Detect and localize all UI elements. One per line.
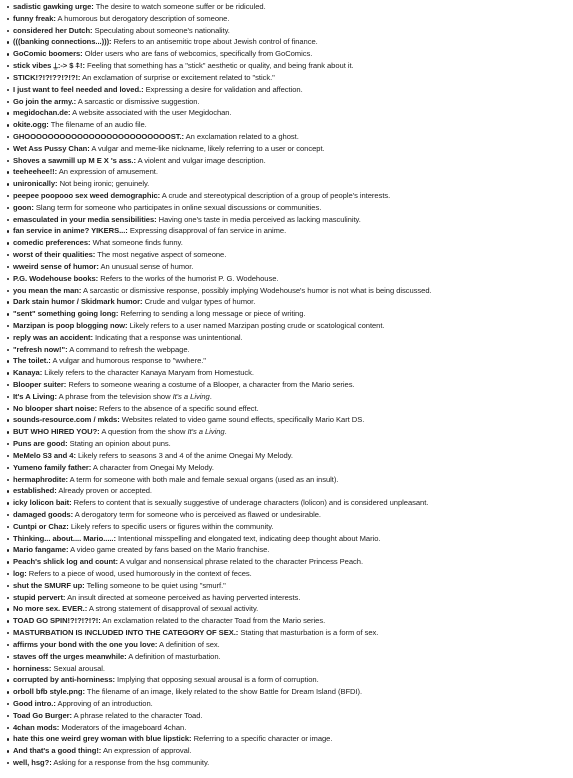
glossary-entry (6, 403, 573, 415)
entry-definition (44, 368, 254, 377)
glossary-entry (6, 285, 573, 297)
entry-term: Kanaya: (13, 368, 43, 378)
glossary-entry (6, 485, 573, 497)
glossary-entry (6, 273, 573, 285)
entry-definition-text: A question from the show (101, 427, 188, 437)
entry-definition-text: Likely refers to specific users or figures within the community. (70, 521, 274, 531)
entry-term: I just want to feel needed and loved.: (13, 84, 144, 94)
entry-definition (72, 108, 231, 117)
entry-definition-text: Asking for a response from the hsg community. (53, 758, 210, 767)
entry-definition (194, 734, 333, 743)
entry-definition-text: An exclamation related to the character Toad from the Mario series. (102, 616, 326, 626)
entry-definition-text: A vulgar and nonsensical phrase related to the character Princess Peach. (119, 557, 363, 567)
entry-definition-text: An exclamation of surprise or excitement related to "stick." (82, 72, 275, 82)
entry-definition-text: A video game created by fans based on the Mario franchise. (70, 545, 270, 555)
glossary-entry (6, 379, 573, 391)
entry-definition (128, 652, 220, 661)
glossary-entry (6, 155, 573, 167)
entry-term: megidochan.de: (13, 108, 71, 118)
entry-definition-text: An expression of amusement. (58, 167, 158, 177)
entry-definition (74, 711, 203, 720)
entry-definition (58, 486, 152, 495)
entry-definition (100, 262, 193, 271)
entry-definition (59, 392, 212, 401)
entry-definition-text: Sexual arousal. (53, 663, 105, 673)
entry-term: unironically: (13, 179, 58, 189)
entry-term: wweird sense of humor: (13, 261, 99, 271)
entry-term: fan service in anime? YIKERS...: (13, 226, 128, 236)
entry-definition (61, 723, 186, 732)
entry-definition-text: A phrase related to the character Toad. (73, 710, 203, 720)
entry-definition (97, 250, 226, 259)
glossary-entry (6, 355, 573, 367)
entry-definition (36, 203, 321, 212)
entry-definition (52, 356, 206, 365)
entry-definition (101, 427, 226, 436)
entry-definition (51, 120, 147, 129)
entry-definition-text: Crude and vulgar types of humor. (144, 297, 256, 307)
entry-term: horniness: (13, 663, 52, 673)
entry-definition-text: Already proven or accepted. (58, 486, 152, 496)
entry-definition (70, 439, 171, 448)
entry-term: Good intro.: (13, 698, 56, 708)
entry-term: STICK!?!?!??!?!?!: (13, 72, 81, 82)
entry-term: The toilet.: (13, 356, 51, 366)
entry-definition-text: Indicating that a response was unintentional. (95, 332, 243, 342)
entry-term: "refresh now!": (13, 344, 68, 354)
entry-definition-text: Refers to a piece of wood, used humorously in the context of feces. (28, 569, 252, 578)
glossary-entry (6, 96, 573, 108)
entry-definition-text: Refers to the works of the humorist P. G. Wodehouse. (100, 273, 279, 283)
glossary-entry (6, 237, 573, 249)
entry-definition (68, 380, 354, 389)
entry-definition (82, 73, 275, 82)
entry-definition-text: Stating that masturbation is a form of sex. (240, 628, 379, 638)
entry-term: Go join the army.: (13, 96, 77, 106)
glossary-entry (6, 698, 573, 710)
entry-definition (78, 97, 200, 106)
glossary-entry (6, 627, 573, 639)
entry-definition (91, 144, 324, 153)
entry-term: worst of their qualities: (13, 250, 96, 260)
entry-definition-text: A sarcastic or dismissive response, possibly implying Wodehouse's humor is not what is being discussed. (83, 285, 432, 295)
glossary-entry (6, 249, 573, 261)
glossary-entry (6, 651, 573, 663)
glossary-entry (6, 332, 573, 344)
entry-term: Peach's shlick log and count: (13, 557, 119, 567)
entry-definition (99, 404, 259, 413)
entry-definition (159, 215, 361, 224)
entry-definition-text: A term for someone with both male and female sexual organs (used as an insult). (69, 474, 339, 484)
entry-definition-text: Not being ironic; genuinely. (59, 179, 150, 189)
glossary-entry (6, 344, 573, 356)
entry-definition (240, 628, 378, 637)
glossary-entry (6, 296, 573, 308)
entry-term: reply was an accident: (13, 332, 93, 342)
entry-definition (95, 26, 230, 35)
glossary-entry (6, 178, 573, 190)
entry-term: funny freak: (13, 13, 56, 23)
entry-definition-text: Referring to sending a long message or piece of writing. (120, 309, 306, 319)
entry-definition-text: Likely refers to the character Kanaya Maryam from Homestuck. (44, 368, 254, 378)
entry-definition-text: Stating an opinion about puns. (69, 439, 171, 449)
entry-definition-text: Older users who are fans of webcomics, specifically from GoComics. (84, 49, 313, 59)
entry-term: MASTURBATION IS INCLUDED INTO THE CATEGORY OF SEX.: (13, 628, 239, 638)
glossary-entry (6, 639, 573, 651)
entry-definition (114, 37, 318, 46)
entry-term: Puns are good: (13, 439, 68, 449)
entry-term: peepee poopooo sex weed demographic: (13, 191, 161, 200)
entry-term: GoComic boomers: (13, 49, 83, 59)
entry-definition-text: What someone finds funny. (92, 238, 183, 248)
entry-definition-text: Referring to a specific character or image. (193, 734, 333, 744)
glossary-entry (6, 462, 573, 474)
entry-definition-suffix: . (224, 427, 227, 437)
glossary-entry (6, 119, 573, 131)
glossary-entry (6, 72, 573, 84)
glossary-entry (6, 25, 573, 37)
entry-definition-text: Expressing disapproval of fan service in anime. (129, 226, 287, 236)
entry-definition-suffix: . (209, 391, 212, 401)
entry-term: icky lolicon bait: (13, 498, 72, 508)
entry-term: staves off the urges meanwhile: (13, 651, 127, 661)
entry-term: orboll bfb style.png: (13, 687, 85, 697)
entry-definition-text: Refers to an antisemitic trope about Jewish control of finance. (113, 37, 318, 47)
entry-term: corrupted by anti-horniness: (13, 675, 115, 685)
glossary-entry (6, 1, 573, 13)
glossary-entry (6, 190, 573, 202)
glossary-entry (6, 261, 573, 273)
entry-definition (130, 226, 286, 235)
entry-definition-text: A command to refresh the webpage. (69, 344, 190, 354)
entry-definition-text: The filename of an audio file. (50, 120, 147, 130)
entry-definition (71, 522, 274, 531)
entry-term: well, hsg?: (13, 758, 52, 767)
entry-definition (93, 238, 183, 247)
entry-definition (53, 758, 209, 767)
glossary-entry (6, 568, 573, 580)
entry-definition-text: A definition of masturbation. (128, 651, 221, 661)
entry-definition (67, 593, 300, 602)
entry-definition-text: Approving of an introduction. (57, 698, 153, 708)
entry-definition (95, 333, 243, 342)
glossary-entry (6, 674, 573, 686)
entry-term: hate this one weird grey woman with blue lipstick: (13, 734, 192, 744)
entry-definition (75, 510, 321, 519)
entry-definition-text: A sarcastic or dismissive suggestion. (77, 96, 200, 106)
glossary-entry (6, 426, 573, 438)
glossary-entry (6, 722, 573, 734)
entry-term: sounds-resource.com / mkds: (13, 415, 120, 425)
glossary-entry (6, 592, 573, 604)
entry-definition (145, 297, 256, 306)
glossary-entry (6, 603, 573, 615)
entry-definition-text: A definition of sex. (159, 639, 220, 649)
entry-definition (53, 664, 105, 673)
entry-definition (138, 156, 266, 165)
entry-definition-text: Telling someone to be quiet using "smurf." (86, 580, 226, 590)
glossary-entry (6, 48, 573, 60)
glossary-entry (6, 544, 573, 556)
entry-term: comedic preferences: (13, 238, 91, 248)
entry-definition-text: Websites related to video game sound effects, specifically Mario Kart DS. (121, 415, 365, 425)
entry-definition-text: An exclamation related to a ghost. (185, 131, 299, 141)
entry-definition (130, 321, 385, 330)
entry-definition (93, 463, 214, 472)
entry-term: considered her Dutch: (13, 25, 93, 35)
entry-definition-text: Slang term for someone who participates in online sexual discussions or communities. (35, 202, 322, 212)
entry-term: GHOOOOOOOOOOOOOOOOOOOOOOOOOST.: (13, 131, 185, 141)
entry-definition-text: Intentional misspelling and elongated text, indicating deep thought about Mario. (118, 533, 381, 543)
entry-term: Marzipan is poop blogging now: (13, 320, 128, 330)
glossary-entry (6, 497, 573, 509)
entry-term: sadistic gawking urge: (13, 2, 94, 11)
entry-term: P.G. Wodehouse books: (13, 273, 99, 283)
entry-definition-text: The filename of an image, likely related to the show Battle for Dream Island (BFDI). (86, 687, 363, 697)
glossary-entry (6, 745, 573, 757)
entry-definition (83, 286, 432, 295)
glossary-entry (6, 438, 573, 450)
entry-term: emasculated in your media sensibilities: (13, 214, 157, 224)
entry-term: goon: (13, 202, 34, 212)
entry-definition (159, 640, 220, 649)
entry-term: No blooper shart noise: (13, 403, 98, 413)
entry-definition-text: A website associated with the user Megidochan. (72, 108, 232, 118)
entry-definition (58, 14, 230, 23)
glossary-entry (6, 509, 573, 521)
entry-definition (60, 179, 150, 188)
entry-term: "sent" something going long: (13, 309, 119, 319)
glossary-entry (6, 686, 573, 698)
entry-definition-text: The desire to watch someone suffer or be ridiculed. (95, 2, 266, 11)
glossary-entry (6, 521, 573, 533)
glossary-entry (6, 107, 573, 119)
entry-term: Cuntpi or Chaz: (13, 521, 69, 531)
entry-term: established: (13, 486, 57, 496)
entry-term: stick vibes ⍊:-> $ ⍏!: (13, 61, 85, 71)
entry-definition-text: Refers to content that is sexually suggestive of underage characters (lolicon) and is considered unpleasant. (73, 498, 429, 508)
entry-definition (118, 534, 380, 543)
entry-term: Mario fangame: (13, 545, 69, 555)
entry-term: (((banking connections...))): (13, 37, 112, 47)
glossary-entry (6, 556, 573, 568)
entry-term: Yumeno family father: (13, 462, 92, 472)
entry-definition-text: A violent and vulgar image description. (137, 155, 266, 165)
entry-definition-text: Implying that opposing sexual arousal is a form of corruption. (117, 675, 319, 685)
entry-definition (122, 415, 365, 424)
entry-term: MeMelo S3 and 4: (13, 450, 76, 460)
entry-definition-text: Likely refers to seasons 3 and 4 of the anime Onegai My Melody. (77, 450, 293, 460)
glossary-entry (6, 202, 573, 214)
entry-definition-text: A crude and stereotypical description of a group of people's interests. (161, 191, 391, 200)
entry-definition (78, 451, 293, 460)
glossary-entry (6, 533, 573, 545)
entry-term: shut the SMURF up: (13, 580, 85, 590)
glossary-entry (6, 214, 573, 226)
entry-definition-text: A vulgar and meme-like nickname, likely referring to a user or concept. (91, 143, 325, 153)
entry-definition-text: An unusual sense of humor. (100, 261, 194, 271)
entry-term: 4chan mods: (13, 722, 60, 732)
entry-definition (69, 345, 189, 354)
glossary-entry (6, 757, 573, 769)
entry-definition-title: It's a Living (172, 391, 210, 401)
entry-definition (102, 616, 325, 625)
entry-definition (70, 545, 269, 554)
entry-definition-text: A humorous but derogatory description of someone. (57, 13, 230, 23)
entry-term: teeheehee!!: (13, 167, 58, 177)
glossary-entry (6, 131, 573, 143)
entry-definition-text: A vulgar and humorous response to "wwhere." (52, 356, 206, 366)
entry-term: Blooper suiter: (13, 380, 67, 389)
entry-term: It's A Living: (13, 391, 57, 401)
entry-definition-text: A character from Onegai My Melody. (92, 462, 214, 472)
entry-definition (186, 132, 299, 141)
glossary-entry (6, 580, 573, 592)
entry-definition (120, 557, 363, 566)
entry-term: hermaphrodite: (13, 474, 68, 484)
glossary-entry (6, 663, 573, 675)
entry-definition (57, 699, 152, 708)
entry-term: No more sex. EVER.: (13, 604, 88, 614)
entry-definition (120, 309, 305, 318)
entry-definition (103, 746, 192, 755)
entry-definition-title: It's a Living (187, 427, 225, 437)
entry-definition (146, 85, 303, 94)
glossary-entry (6, 143, 573, 155)
entry-term: Dark stain humor / Skidmark humor: (13, 297, 143, 307)
entry-term: And that's a good thing!: (13, 746, 102, 756)
entry-term: Thinking... about.... Mario.....: (13, 533, 116, 543)
glossary-entry (6, 36, 573, 48)
entry-definition-text: Refers to the absence of a specific sound effect. (99, 403, 259, 413)
entry-definition (117, 675, 319, 684)
entry-definition-text: Speculating about someone's nationality. (94, 25, 230, 35)
entry-definition (29, 569, 252, 578)
entry-definition-text: A derogatory term for someone who is perceived as flawed or undesirable. (74, 509, 321, 519)
entry-definition-text: The most negative aspect of someone. (97, 250, 227, 260)
entry-definition-text: An insult directed at someone perceived as having perverted interests. (67, 592, 301, 602)
entry-term: Toad Go Burger: (13, 710, 73, 720)
entry-definition (87, 61, 354, 70)
entry-definition-text: Likely refers to a user named Marzipan posting crude or scatological content. (129, 320, 385, 330)
entry-term: stupid pervert: (13, 592, 66, 602)
glossary-entry (6, 474, 573, 486)
entry-term: BUT WHO HIRED YOU?: (13, 427, 100, 437)
entry-term: okite.ogg: (13, 120, 49, 130)
glossary-entry (6, 391, 573, 403)
entry-term: Wet Ass Pussy Chan: (13, 143, 90, 153)
glossary-entry (6, 367, 573, 379)
entry-definition-text: A phrase from the television show (58, 391, 173, 401)
glossary-entry (6, 225, 573, 237)
entry-term: you mean the man: (13, 285, 82, 295)
glossary-entry (6, 320, 573, 332)
glossary-entry (6, 84, 573, 96)
entry-definition-text: Expressing a desire for validation and affection. (145, 84, 303, 94)
glossary-entry (6, 710, 573, 722)
entry-definition (59, 167, 158, 176)
glossary-entry (6, 166, 573, 178)
entry-definition (87, 687, 362, 696)
entry-term: damaged goods: (13, 509, 74, 519)
entry-definition-text: An expression of approval. (102, 746, 192, 756)
glossary-entry (6, 60, 573, 72)
entry-definition (96, 2, 266, 11)
entry-definition-text: A strong statement of disapproval of sexual activity. (88, 604, 259, 614)
entry-definition (85, 49, 313, 58)
entry-definition (70, 475, 339, 484)
entry-definition-text: Refers to someone wearing a costume of a Blooper, a character from the Mario series. (68, 380, 355, 389)
entry-definition (74, 498, 429, 507)
glossary-entry (6, 414, 573, 426)
glossary-entry (6, 615, 573, 627)
entry-definition-text: Having one's taste in media perceived as lacking masculinity. (158, 214, 361, 224)
glossary-entry (6, 308, 573, 320)
entry-term: TOAD GO SPIN!?!?!?!?!: (13, 616, 101, 626)
glossary-entry (6, 733, 573, 745)
entry-term: Shoves a sawmill up M E X 's ass.: (13, 155, 136, 165)
entry-definition-text: Moderators of the imageboard 4chan. (61, 722, 187, 732)
glossary-entry (6, 450, 573, 462)
entry-definition-text: Feeling that something has a "stick" aesthetic or quality, and being frank about it. (87, 61, 354, 71)
entry-term: affirms your bond with the one you love: (13, 639, 158, 649)
entry-term: log: (13, 569, 27, 578)
glossary-entry (6, 13, 573, 25)
entry-definition (89, 604, 258, 613)
entry-definition (87, 581, 226, 590)
entry-definition (162, 191, 390, 200)
entry-definition (100, 274, 278, 283)
